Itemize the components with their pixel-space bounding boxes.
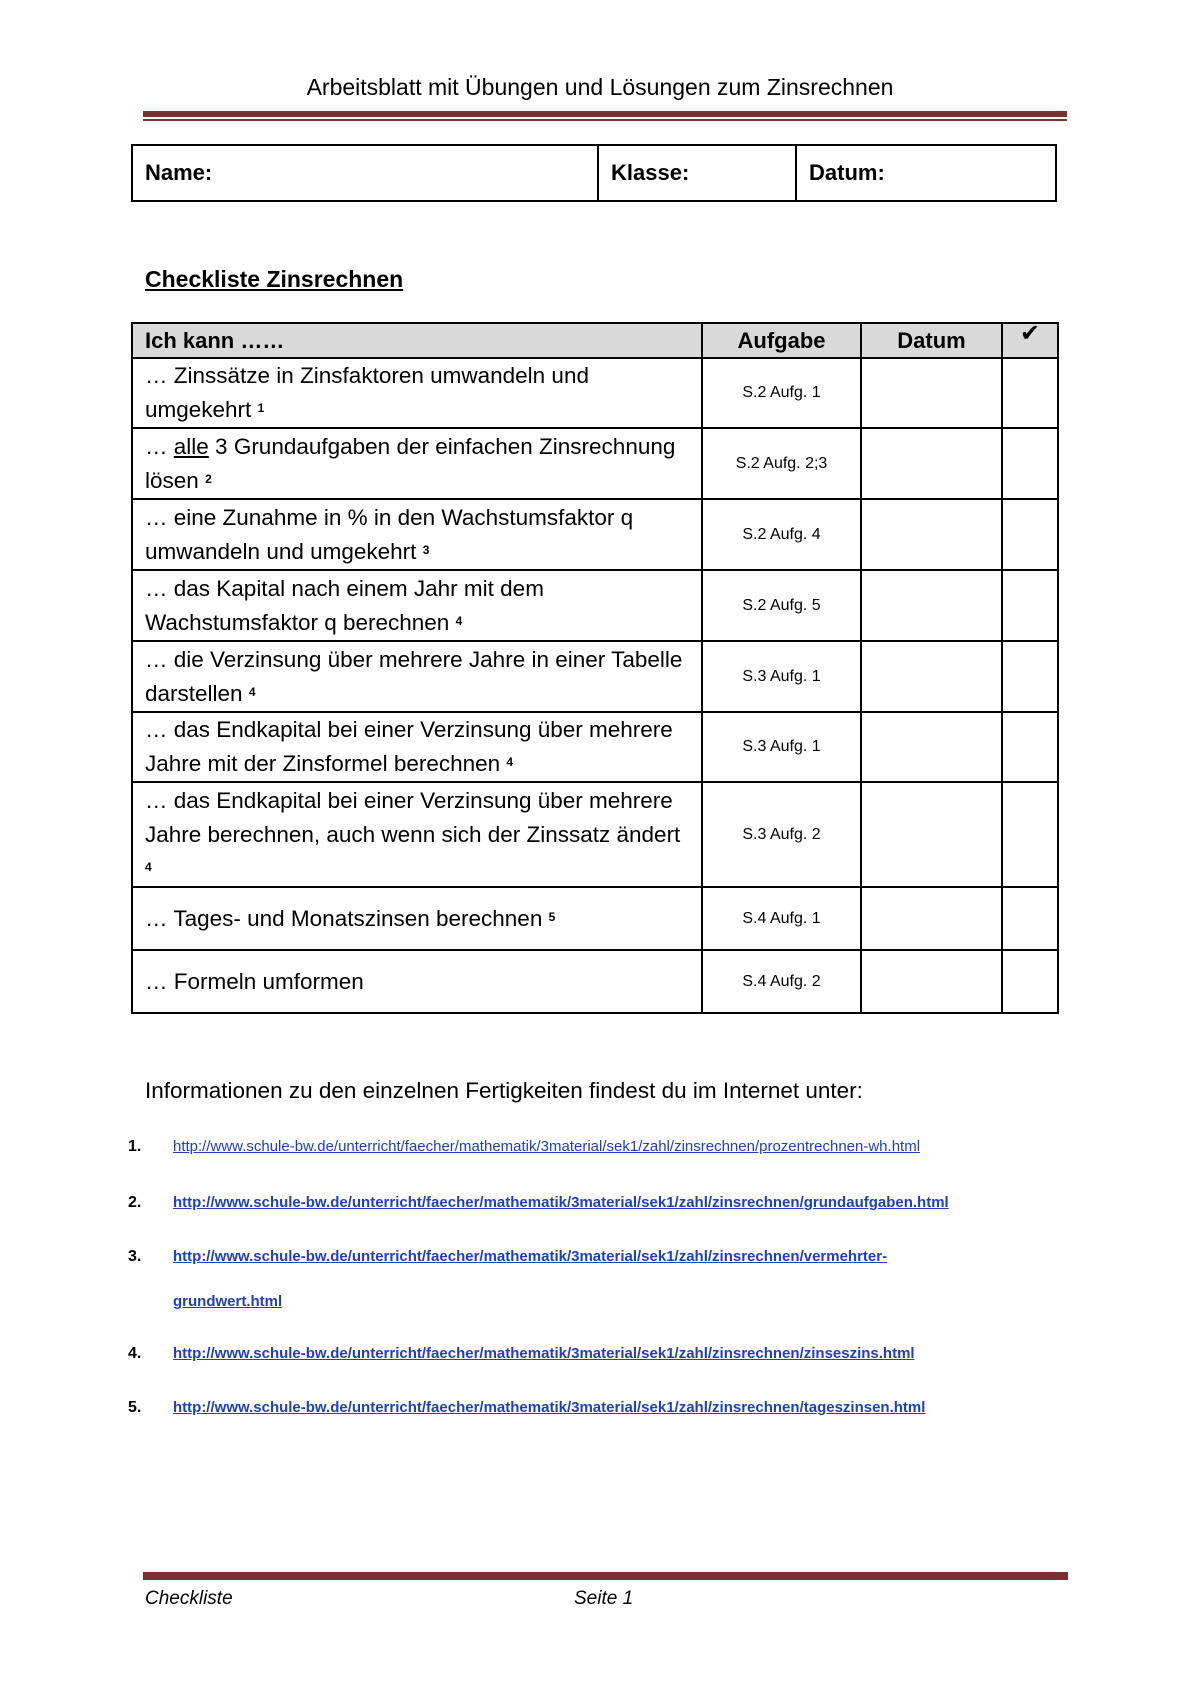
task-cell: S.2 Aufg. 4 xyxy=(702,499,861,570)
table-row xyxy=(132,641,1058,712)
footnote-marker: 2 xyxy=(205,471,212,486)
link[interactable]: http://www.schule-bw.de/unterricht/faecher/mathematik/3material/sek1/zahl/zinsrechnen/vermehrter- xyxy=(173,1248,888,1265)
skill-text: … eine Zunahme in % in den Wachstumsfaktor q umwandeln und umgekehrt xyxy=(145,504,634,564)
date-cell[interactable] xyxy=(861,950,1002,1013)
check-cell[interactable] xyxy=(1002,641,1058,712)
list-number: 2. xyxy=(128,1194,142,1211)
page-title: Arbeitsblatt mit Übungen und Lösungen zum Zinsrechnen xyxy=(306,74,894,100)
task-cell: S.3 Aufg. 2 xyxy=(702,782,861,887)
check-cell[interactable] xyxy=(1002,428,1058,499)
checklist-title: Checkliste Zinsrechnen xyxy=(145,266,404,292)
skill-cell xyxy=(132,782,702,887)
task-cell: S.2 Aufg. 2;3 xyxy=(702,428,861,499)
skill-emphasis: alle xyxy=(173,433,209,459)
footnote-marker: 4 xyxy=(145,859,152,874)
task-cell: S.3 Aufg. 1 xyxy=(702,712,861,782)
skill-text: … Tages- und Monatszinsen berechnen xyxy=(145,905,543,931)
check-header-glyph: ✔ xyxy=(1019,318,1041,347)
info-text: Informationen zu den einzelnen Fertigkeiten findest du im Internet unter: xyxy=(145,1078,863,1103)
check-cell[interactable] xyxy=(1002,499,1058,570)
skill-text: … die Verzinsung über mehrere Jahre in einer Tabelle darstellen xyxy=(145,646,683,706)
skill-text: … das Endkapital bei einer Verzinsung über mehrere Jahre mit der Zinsformel berechnen xyxy=(145,717,673,776)
table-row xyxy=(132,358,1058,428)
table-row xyxy=(132,950,1058,1013)
column-header-skill: Ich kann …… xyxy=(132,323,702,358)
check-cell[interactable] xyxy=(1002,358,1058,428)
class-field[interactable]: Klasse: xyxy=(598,145,796,201)
skill-cell xyxy=(132,570,702,641)
link[interactable]: http://www.schule-bw.de/unterricht/faecher/mathematik/3material/sek1/zahl/zinsrechnen/tageszinsen.html xyxy=(173,1399,926,1416)
table-row xyxy=(132,712,1058,782)
checkmark-icon xyxy=(1002,318,1058,358)
date-cell[interactable] xyxy=(861,428,1002,499)
date-cell[interactable] xyxy=(861,887,1002,950)
student-info-table xyxy=(131,144,1057,202)
page-number: Seite 1 xyxy=(574,1588,634,1609)
list-number: 3. xyxy=(128,1248,142,1265)
task-cell: S.4 Aufg. 2 xyxy=(702,950,861,1013)
skill-text: … das Endkapital bei einer Verzinsung über mehrere Jahre berechnen, auch wenn sich der Zinssatz ändert xyxy=(145,787,681,847)
check-cell[interactable] xyxy=(1002,887,1058,950)
link-continuation[interactable]: grundwert.html xyxy=(173,1293,283,1310)
footnote-marker: 3 xyxy=(422,542,430,557)
date-cell[interactable] xyxy=(861,712,1002,782)
skill-cell xyxy=(132,358,702,428)
link[interactable]: http://www.schule-bw.de/unterricht/faecher/mathematik/3material/sek1/zahl/zinsrechnen/zinseszins.html xyxy=(173,1345,915,1362)
date-cell[interactable] xyxy=(861,782,1002,887)
skill-prefix: … xyxy=(145,433,174,459)
footnote-marker: 4 xyxy=(506,755,514,769)
skill-cell xyxy=(132,641,702,712)
table-row xyxy=(132,782,1058,887)
task-cell: S.4 Aufg. 1 xyxy=(702,887,861,950)
table-row xyxy=(132,887,1058,950)
check-cell[interactable] xyxy=(1002,950,1058,1013)
task-cell: S.2 Aufg. 1 xyxy=(702,358,861,428)
skill-cell xyxy=(132,428,702,499)
footnote-marker: 5 xyxy=(548,909,556,924)
check-cell[interactable] xyxy=(1002,570,1058,641)
date-cell[interactable] xyxy=(861,358,1002,428)
skill-cell xyxy=(132,887,702,950)
column-header-task: Aufgabe xyxy=(702,323,861,358)
table-row xyxy=(132,428,1058,499)
check-cell[interactable] xyxy=(1002,712,1058,782)
header-rule xyxy=(143,111,1067,117)
column-header-date: Datum xyxy=(861,323,1002,358)
skill-cell xyxy=(132,950,702,1013)
date-cell[interactable] xyxy=(861,570,1002,641)
footer-label: Checkliste xyxy=(145,1588,233,1609)
skill-text: … das Kapital nach einem Jahr mit dem Wachstumsfaktor q berechnen xyxy=(145,575,544,635)
check-cell[interactable] xyxy=(1002,782,1058,887)
table-row xyxy=(132,570,1058,641)
table-row xyxy=(132,499,1058,570)
skill-text: … Formeln umformen xyxy=(145,968,364,994)
footnote-marker: 4 xyxy=(455,613,463,628)
date-cell[interactable] xyxy=(861,641,1002,712)
task-cell: S.2 Aufg. 5 xyxy=(702,570,861,641)
link[interactable]: http://www.schule-bw.de/unterricht/faecher/mathematik/3material/sek1/zahl/zinsrechnen/prozentrechnen-wh.html xyxy=(173,1138,921,1155)
date-field[interactable]: Datum: xyxy=(796,145,1056,201)
name-field[interactable]: Name: xyxy=(132,145,598,201)
footnote-marker: 1 xyxy=(257,401,265,415)
skill-text: … Zinssätze in Zinsfaktoren umwandeln und umgekehrt xyxy=(145,363,589,422)
footnote-marker: 4 xyxy=(248,684,256,699)
date-cell[interactable] xyxy=(861,499,1002,570)
list-number: 5. xyxy=(128,1399,142,1416)
checklist-table xyxy=(131,318,1059,1014)
footer-rule xyxy=(143,1572,1068,1580)
skill-cell xyxy=(132,499,702,570)
skill-text: 3 Grundaufgaben der einfachen Zinsrechnung lösen xyxy=(145,433,676,493)
list-number: 1. xyxy=(128,1138,142,1155)
task-cell: S.3 Aufg. 1 xyxy=(702,641,861,712)
list-number: 4. xyxy=(128,1345,142,1362)
header-rule-thin xyxy=(143,119,1067,121)
link[interactable]: http://www.schule-bw.de/unterricht/faecher/mathematik/3material/sek1/zahl/zinsrechnen/grundaufgaben.html xyxy=(173,1194,949,1211)
skill-cell xyxy=(132,712,702,782)
